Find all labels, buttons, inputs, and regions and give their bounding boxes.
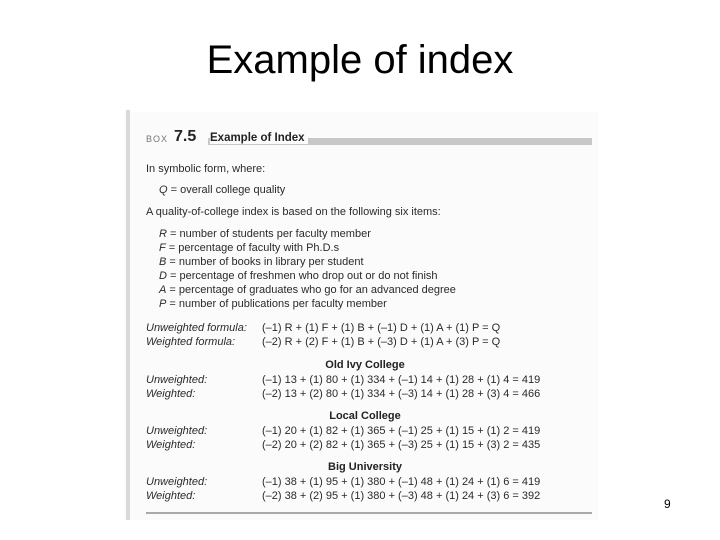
- box-title: Example of Index: [210, 132, 308, 144]
- item-symbol: R: [159, 228, 167, 240]
- row-label: Unweighted:: [146, 476, 208, 488]
- calculation: (–1) 38 + (1) 95 + (1) 380 + (–1) 48 + (1) 24 + (1) 6 = 419: [262, 476, 541, 488]
- calculation: (–1) 20 + (1) 82 + (1) 365 + (–1) 25 + (1) 15 + (1) 2 = 419: [262, 425, 541, 437]
- row-label: Weighted:: [146, 388, 196, 400]
- item-definition: = number of publications per faculty member: [169, 298, 387, 310]
- box-header: [146, 128, 592, 148]
- q-definition: = overall college quality: [170, 184, 286, 196]
- q-symbol: Q: [159, 184, 168, 196]
- q-definition-row: [159, 184, 285, 196]
- college-heading: Big University: [328, 461, 402, 473]
- item-row: [159, 256, 364, 268]
- items-intro: A quality-of-college index is based on the following six items:: [146, 206, 441, 218]
- weighted-formula-label: Weighted formula:: [146, 336, 236, 348]
- item-symbol: P: [159, 298, 167, 310]
- unweighted-formula: (–1) R + (1) F + (1) B + (–1) D + (1) A + (1) P = Q: [262, 322, 501, 334]
- item-row: [159, 284, 456, 296]
- box-number: 7.5: [174, 128, 197, 145]
- item-definition: = percentage of faculty with Ph.D.s: [168, 242, 340, 254]
- row-label: Unweighted:: [146, 425, 208, 437]
- page-number: 9: [664, 497, 671, 511]
- college-heading: Old Ivy College: [325, 359, 405, 371]
- item-symbol: A: [159, 284, 167, 296]
- item-definition: = percentage of graduates who go for an advanced degree: [169, 284, 456, 296]
- item-symbol: D: [159, 270, 167, 282]
- item-symbol: F: [159, 242, 166, 254]
- item-row: [159, 228, 371, 240]
- item-definition: = percentage of freshmen who drop out or do not finish: [170, 270, 438, 282]
- calculation: (–1) 13 + (1) 80 + (1) 334 + (–1) 14 + (1) 28 + (1) 4 = 419: [262, 374, 541, 386]
- weighted-formula: (–2) R + (2) F + (1) B + (–3) D + (1) A + (3) P = Q: [262, 336, 501, 348]
- row-label: Unweighted:: [146, 374, 208, 386]
- box-label: BOX: [146, 134, 169, 144]
- unweighted-formula-label: Unweighted formula:: [146, 322, 247, 334]
- college-heading: Local College: [329, 410, 401, 422]
- item-row: [159, 270, 438, 282]
- item-row: [159, 298, 387, 310]
- row-label: Weighted:: [146, 439, 196, 451]
- item-definition: = number of students per faculty member: [170, 228, 371, 240]
- calculation: (–2) 13 + (2) 80 + (1) 334 + (–3) 14 + (1) 28 + (3) 4 = 466: [262, 388, 541, 400]
- calculation: (–2) 20 + (2) 82 + (1) 365 + (–3) 25 + (1) 15 + (3) 2 = 435: [262, 439, 541, 451]
- calculation: (–2) 38 + (2) 95 + (1) 380 + (–3) 48 + (1) 24 + (3) 6 = 392: [262, 490, 541, 502]
- slide-title: Example of index: [206, 38, 514, 82]
- intro-text: In symbolic form, where:: [146, 163, 266, 175]
- item-row: [159, 242, 339, 254]
- row-label: Weighted:: [146, 490, 196, 502]
- item-symbol: B: [159, 256, 167, 268]
- scan-edge: [126, 110, 130, 520]
- item-definition: = number of books in library per student: [169, 256, 364, 268]
- box-bottom-rule: [146, 512, 592, 514]
